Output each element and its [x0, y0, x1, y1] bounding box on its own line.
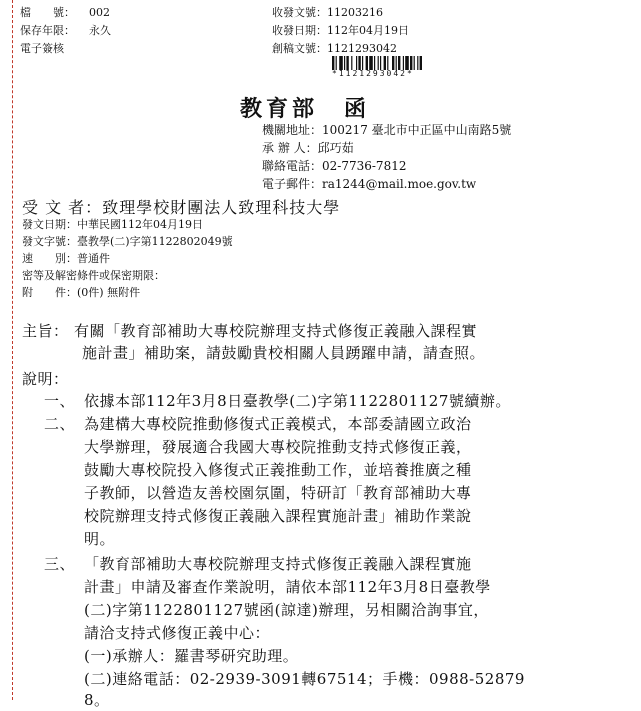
- archive-no-value: 002: [89, 6, 110, 19]
- receive-date-value: 112年04月19日: [327, 24, 409, 37]
- receive-no-label: 收發文號：: [272, 6, 327, 19]
- doc-speed: 普通件: [77, 252, 110, 265]
- doc-date-label: 發文日期：: [22, 218, 77, 231]
- item-3-line-4: 請洽支持式修復正義中心：: [84, 624, 271, 642]
- retention-row: [20, 24, 111, 38]
- agency-phone-row: [262, 158, 406, 174]
- subject-line-2: 施計畫」補助案，請鼓勵貴校相關人員踴躍申請，請查照。: [82, 344, 486, 362]
- barcode-bar: [351, 56, 352, 70]
- item-3-line-2: 計畫」申請及審查作業說明，請依本部112年3月8日臺教學: [84, 578, 491, 596]
- doc-speed-label: 速 別：: [22, 252, 77, 265]
- barcode-bar: [378, 56, 379, 70]
- recipient-label: 受 文 者：: [22, 198, 103, 217]
- barcode-bar: [344, 56, 345, 70]
- barcode-bar: [339, 56, 343, 70]
- barcode-bar: [387, 56, 388, 70]
- receive-doc-value: 1121293042: [327, 42, 397, 55]
- item-3-line-6: (二)連絡電話：02-2939-3091轉67514；手機：0988-52879: [84, 670, 525, 688]
- barcode-bar: [366, 56, 368, 70]
- barcode-bar: [380, 56, 381, 70]
- agency-address-label: 機關地址：: [262, 123, 323, 137]
- agency-email: ra1244@mail.moe.gov.tw: [322, 177, 477, 191]
- subject-line-1: 有關「教育部補助大專校院辦理支持式修復正義融入課程實: [74, 322, 478, 340]
- agency-phone-label: 聯絡電話：: [262, 159, 323, 173]
- receive-date-row: [272, 24, 409, 38]
- e-signoff-label: 電子簽核: [20, 42, 64, 55]
- barcode-bar: [358, 56, 360, 70]
- barcode-bar: [405, 56, 409, 70]
- retention-value: 永久: [89, 24, 111, 37]
- receive-no-row: [272, 6, 383, 20]
- doc-number-label: 發文字號：: [22, 235, 77, 248]
- doc-attachment: (0件) 無附件: [77, 286, 141, 299]
- doc-number: 臺教學(二)字第1122802049號: [77, 235, 233, 248]
- recipient-name: 致理學校財團法人致理科技大學: [102, 198, 341, 217]
- item-2-line-3: 鼓勵大專校院投入修復式正義推動工作，並培養推廣之種: [84, 461, 472, 479]
- doc-number-row: [22, 235, 233, 249]
- agency-email-label: 電子郵件：: [262, 177, 323, 191]
- barcode-bar: [374, 56, 375, 70]
- agency-address-row: [262, 122, 511, 138]
- item-2-line-1: 為建構大專校院推動修復式正義模式，本部委請國立政治: [84, 415, 472, 433]
- receive-doc-label: 創稿文號：: [272, 42, 327, 55]
- barcode-graphic: [332, 56, 452, 70]
- item-1-line-1: 依據本部112年3月8日臺教學(二)字第1122801127號續辦。: [84, 392, 511, 410]
- doc-date-row: [22, 218, 203, 232]
- doc-security-label: 密等及解密條件或保密期限：: [22, 269, 165, 282]
- doc-date: 中華民國112年04月19日: [77, 218, 203, 231]
- agency-handler: 邱巧茹: [317, 141, 354, 155]
- barcode-bar: [384, 56, 386, 70]
- receive-doc-row: [272, 42, 397, 56]
- explain-label: 說明：: [22, 370, 69, 388]
- agency-email-row: [262, 176, 476, 192]
- archive-no-row: [20, 6, 110, 20]
- archive-no-label: 檔 號：: [20, 6, 75, 19]
- item-3-line-1: 「教育部補助大專校院辦理支持式修復正義融入課程實施: [84, 555, 472, 573]
- barcode-bar: [356, 56, 357, 70]
- barcode-bar: [417, 56, 418, 70]
- barcode-bar: [362, 56, 363, 70]
- item-3-line-5: (一)承辦人：羅書琴研究助理。: [84, 647, 299, 665]
- doc-attachment-label: 附 件：: [22, 286, 77, 299]
- receive-no-value: 11203216: [327, 6, 383, 19]
- barcode-bar: [403, 56, 404, 70]
- barcode-bar: [398, 56, 400, 70]
- item-2-line-2: 大學辦理，發展適合我國大專校院推動支持式修復正義，: [84, 438, 472, 456]
- barcode-bar: [420, 56, 422, 70]
- barcode-bar: [369, 56, 373, 70]
- barcode-text: *1121293042*: [332, 69, 414, 78]
- document-title: 教育部 函: [240, 96, 371, 122]
- agency-phone: 02-7736-7812: [322, 159, 407, 173]
- receive-date-label: 收發日期：: [272, 24, 327, 37]
- recipient-row: [22, 195, 340, 218]
- barcode-bar: [410, 56, 412, 70]
- item-2-line-5: 校院辦理支持式修復正義融入課程實施計畫」補助作業說: [84, 507, 472, 525]
- item-2-line-6: 明。: [84, 530, 116, 548]
- barcode-bar: [332, 56, 334, 70]
- agency-handler-row: [262, 140, 354, 156]
- retention-label: 保存年限：: [20, 24, 75, 37]
- barcode-bar: [414, 56, 415, 70]
- item-1-number: 一、: [44, 392, 76, 410]
- item-3-number: 三、: [44, 555, 76, 573]
- doc-speed-row: [22, 252, 110, 266]
- subject-label: 主旨：: [22, 322, 69, 340]
- item-2-line-4: 子教師，以營造友善校園氛圍，特研訂「教育部補助大專: [84, 484, 472, 502]
- doc-attachment-row: [22, 286, 140, 300]
- barcode-bar: [396, 56, 397, 70]
- agency-handler-label: 承 辦 人：: [262, 141, 318, 155]
- item-2-number: 二、: [44, 415, 76, 433]
- doc-security-row: [22, 269, 165, 283]
- item-3-line-7: 8。: [84, 691, 110, 709]
- left-margin-line: [12, 0, 13, 700]
- barcode-bar: [336, 56, 337, 70]
- barcode-bar: [392, 56, 394, 70]
- item-3-line-3: (二)字第1122801127號函(諒達)辦理，另相關洽詢事宜，: [84, 601, 489, 619]
- agency-address: 100217 臺北市中正區中山南路5號: [322, 123, 512, 137]
- barcode-bar: [346, 56, 348, 70]
